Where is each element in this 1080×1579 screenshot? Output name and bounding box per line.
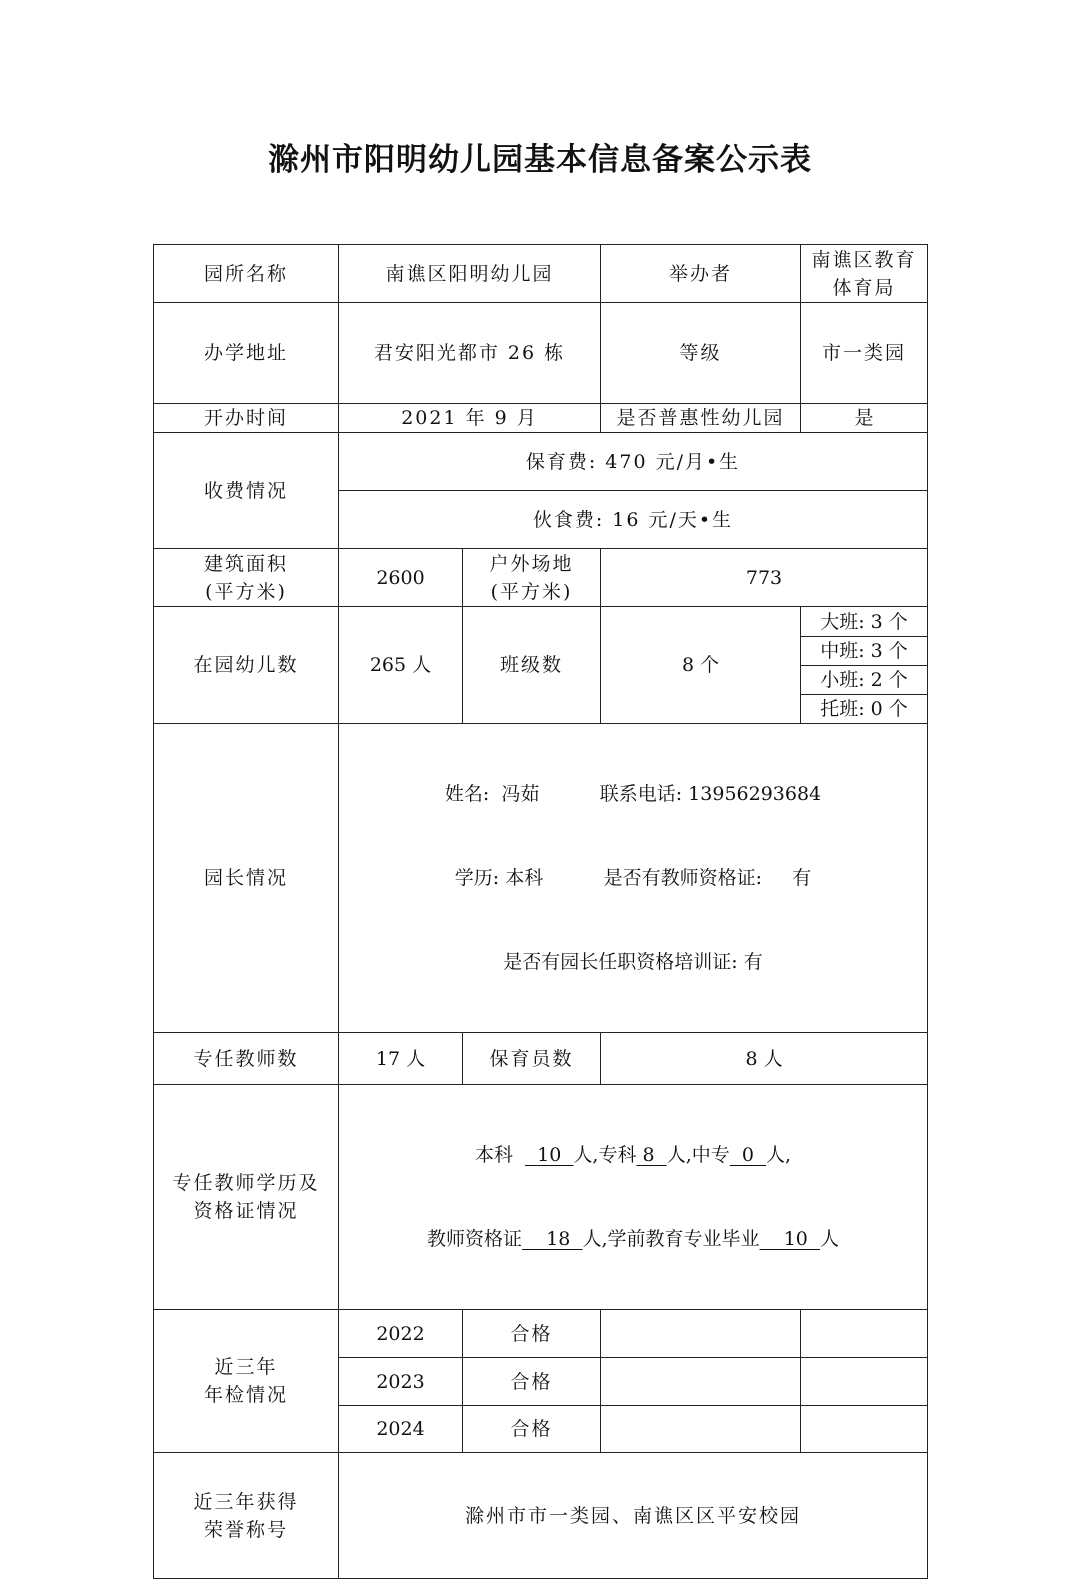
info-table	[153, 244, 928, 1579]
building-area-label-line1: 建筑面积	[203, 552, 288, 575]
certified-count	[522, 1228, 582, 1250]
table-row	[154, 433, 928, 491]
class-count-large: 大班: 3 个	[801, 607, 928, 637]
teacher-edu-line2	[342, 1225, 924, 1253]
edu-text: 人,专科	[573, 1144, 637, 1166]
edu-text: 教师资格证	[427, 1228, 523, 1250]
table-row	[154, 1085, 928, 1310]
fees-label: 收费情况	[154, 433, 339, 549]
class-count-middle: 中班: 3 个	[801, 637, 928, 666]
table-row	[154, 724, 928, 1033]
empty-cell	[801, 1310, 928, 1358]
secondary-count	[730, 1144, 766, 1166]
teacher-edu-label-line2: 资格证情况	[193, 1200, 299, 1222]
inspection-result: 合格	[463, 1310, 601, 1358]
preschool-major-count-value: 10	[783, 1228, 808, 1250]
inspection-label-line1: 近三年	[214, 1356, 278, 1378]
director-label: 园长情况	[154, 724, 339, 1033]
director-line3: 是否有园长任职资格培训证: 有	[503, 951, 763, 973]
caregivers-value: 8 人	[601, 1033, 928, 1085]
name-value: 南谯区阳明幼儿园	[339, 245, 601, 303]
secondary-count-value: 0	[741, 1144, 754, 1166]
outdoor-label-line1: 户外场地	[489, 552, 574, 575]
open-date-label: 开办时间	[154, 404, 339, 433]
inspection-result: 合格	[463, 1406, 601, 1453]
inspection-label-line2: 年检情况	[203, 1384, 288, 1406]
empty-cell	[801, 1406, 928, 1453]
open-date-value: 2021 年 9 月	[339, 404, 601, 433]
college-count-value: 8	[642, 1144, 655, 1166]
inspection-year: 2022	[339, 1310, 463, 1358]
empty-cell	[601, 1358, 801, 1406]
teacher-edu-label	[154, 1085, 339, 1310]
teacher-edu-label-line1: 专任教师学历及	[172, 1172, 320, 1194]
teachers-label: 专任教师数	[154, 1033, 339, 1085]
building-area-label	[154, 549, 339, 607]
director-line1: 姓名: 冯茹 联系电话: 13956293684	[444, 783, 822, 805]
outdoor-value: 773	[601, 549, 928, 607]
table-row	[154, 404, 928, 433]
grade-value: 市一类园	[801, 303, 928, 404]
honors-label-line1: 近三年获得	[193, 1490, 299, 1513]
teachers-value: 17 人	[339, 1033, 463, 1085]
class-count-nursery: 托班: 0 个	[801, 695, 928, 724]
organizer-label: 举办者	[601, 245, 801, 303]
director-line2: 学历: 本科 是否有教师资格证: 有	[454, 867, 812, 889]
page-title: 滁州市阳明幼儿园基本信息备案公示表	[268, 142, 812, 178]
building-area-label-line2: (平方米)	[205, 580, 287, 603]
bachelor-count	[525, 1144, 573, 1166]
table-row	[154, 303, 928, 404]
preschool-major-count	[760, 1228, 820, 1250]
classes-value: 8 个	[601, 607, 801, 724]
inspection-label	[154, 1310, 339, 1453]
inclusive-value: 是	[801, 404, 928, 433]
college-count	[636, 1144, 666, 1166]
table-row	[154, 1453, 928, 1579]
grade-label: 等级	[601, 303, 801, 404]
honors-value: 滁州市市一类园、南谯区区平安校园	[339, 1453, 928, 1579]
table-row	[154, 1310, 928, 1358]
inspection-year: 2023	[339, 1358, 463, 1406]
edu-text: 本科	[474, 1144, 513, 1166]
address-value: 君安阳光都市 26 栋	[339, 303, 601, 404]
outdoor-label-line2: (平方米)	[490, 580, 573, 603]
fee-care: 保育费: 470 元/月•生	[339, 433, 928, 491]
address-label: 办学地址	[154, 303, 339, 404]
building-area-value: 2600	[339, 549, 463, 607]
table-row	[154, 549, 928, 607]
edu-text: 人,	[766, 1144, 792, 1166]
outdoor-label	[463, 549, 601, 607]
empty-cell	[601, 1310, 801, 1358]
table-row	[154, 607, 928, 637]
class-count-small: 小班: 2 个	[801, 666, 928, 695]
name-label: 园所名称	[154, 245, 339, 303]
honors-label-line2: 荣誉称号	[203, 1518, 288, 1541]
honors-label	[154, 1453, 339, 1579]
caregivers-label: 保育员数	[463, 1033, 601, 1085]
edu-text: 人,学前教育专业毕业	[582, 1228, 760, 1250]
teacher-edu-info	[339, 1085, 928, 1310]
inspection-result: 合格	[463, 1358, 601, 1406]
empty-cell	[601, 1406, 801, 1453]
certified-count-value: 18	[546, 1228, 571, 1250]
bachelor-count-value: 10	[537, 1144, 562, 1166]
table-row	[154, 1033, 928, 1085]
table-row	[154, 245, 928, 303]
director-info	[339, 724, 928, 1033]
children-label: 在园幼儿数	[154, 607, 339, 724]
fee-meal: 伙食费: 16 元/天•生	[339, 491, 928, 549]
edu-text: 人	[819, 1228, 839, 1250]
inclusive-label: 是否普惠性幼儿园	[601, 404, 801, 433]
children-value: 265 人	[339, 607, 463, 724]
inspection-year: 2024	[339, 1406, 463, 1453]
organizer-value: 南谯区教育体育局	[801, 245, 928, 303]
empty-cell	[801, 1358, 928, 1406]
teacher-edu-line1	[342, 1141, 924, 1169]
edu-text: 人,中专	[666, 1144, 730, 1166]
classes-label: 班级数	[463, 607, 601, 724]
